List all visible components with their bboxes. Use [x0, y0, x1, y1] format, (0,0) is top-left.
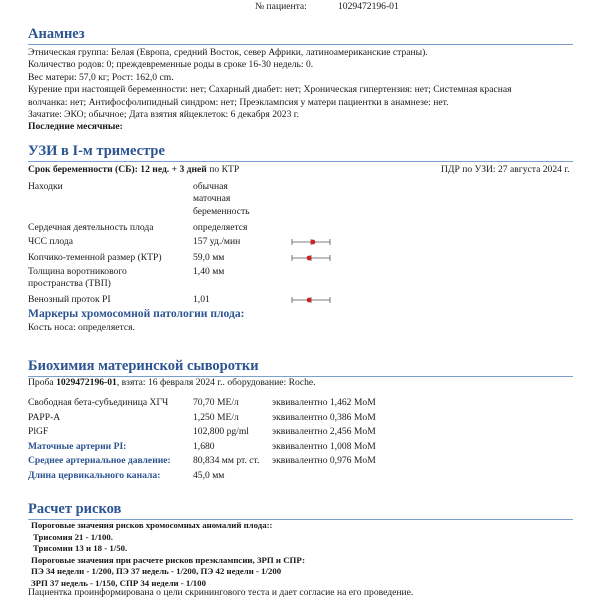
finding-value — [193, 266, 224, 278]
biochem-label: PAPP-A — [28, 411, 61, 423]
biochem-equivalent: эквивалентно 0,976 MoM — [272, 455, 376, 466]
biochem-equivalent: эквивалентно 1,008 MoM — [272, 440, 376, 452]
anamnesis-line: Количество родов: 0; преждевременные роды в сроке 16-30 недель: 0. — [28, 59, 314, 71]
finding-label-line: ЧСС плода — [28, 236, 74, 247]
risk-title: Расчет рисков — [28, 501, 122, 517]
finding-label-line: пространства (ТВП) — [28, 278, 111, 290]
risk-line: Трисомии 13 и 18 - 1/50. — [33, 543, 128, 554]
finding-label-line: Копчико-теменной размер (КТР) — [28, 252, 162, 263]
last-period-label: Последние месячные: — [28, 121, 123, 132]
markers-title: Маркеры хромосомной патологии плода: — [28, 307, 245, 320]
finding-label — [28, 266, 127, 291]
finding-label — [28, 236, 73, 248]
gestational-age-suffix: по КТР — [206, 164, 240, 175]
risk-line: ПЭ 34 недели - 1/200, ПЭ 37 недель - 1/200, ПЭ 42 недели - 1/200 — [31, 566, 282, 577]
finding-label — [28, 252, 162, 264]
biochem-label: Свободная бета-субъединица ХГЧ — [28, 397, 169, 408]
finding-value — [193, 236, 240, 248]
patient-number-label: № пациента: — [255, 1, 307, 12]
range-marker — [291, 295, 331, 305]
biochem-equivalent: эквивалентно 0,386 MoM — [272, 411, 376, 423]
finding-value-line: беременность — [193, 205, 250, 217]
biochem-title: Биохимия материнской сыворотки — [28, 358, 259, 374]
finding-label — [28, 181, 63, 193]
finding-value-line: 157 уд./мин — [193, 236, 241, 247]
finding-value — [193, 181, 250, 218]
finding-value-line: 1,01 — [193, 294, 210, 305]
finding-value — [193, 252, 224, 264]
finding-label-line: Находки — [28, 181, 63, 192]
biochem-value: 80,834 мм рт. ст. — [193, 455, 260, 466]
finding-label-line: Венозный проток PI — [28, 294, 111, 305]
patient-number: 1029472196-01 — [338, 1, 399, 12]
range-marker — [291, 253, 331, 263]
risk-line: Пороговые значения рисков хромосомных аномалий плода:: — [31, 520, 273, 530]
gestational-age — [28, 164, 239, 176]
anamnesis-line: Зачатие: ЭКО; обычное; Дата взятия яйцеклеток: 6 декабря 2023 г. — [28, 109, 300, 121]
biochem-label: PlGF — [28, 426, 49, 437]
ultrasound-title: УЗИ в I-м триместре — [28, 143, 165, 159]
anamnesis-line: волчанка: нет; Антифосфолипидный синдром: нет; Преэклампсия у матери пациентки в анамнезе: нет. — [28, 96, 449, 108]
finding-value — [193, 222, 247, 234]
biochem-equivalent: эквивалентно 1,462 MoM — [272, 397, 376, 408]
biochem-label: Длина цервикального канала: — [28, 469, 161, 481]
finding-value-line: 1,40 мм — [193, 266, 225, 277]
range-dot — [307, 256, 312, 261]
finding-value — [193, 294, 210, 306]
nasal-bone: Кость носа: определяется. — [28, 322, 135, 333]
biochem-value: 45,0 мм — [193, 469, 225, 481]
biochem-value: 1,250 МЕ/л — [193, 411, 239, 423]
biochem-equivalent: эквивалентно 2,456 MoM — [272, 426, 376, 437]
risk-line: Пороговые значения при расчете рисков преэклампсии, ЗРП и СПР: — [31, 554, 306, 565]
edd-by-ultrasound: ПДР по УЗИ: 27 августа 2024 г. — [441, 164, 570, 175]
anamnesis-text — [28, 47, 512, 121]
biochem-value: 70,70 МЕ/л — [193, 397, 239, 408]
finding-value-line: 59,0 мм — [193, 252, 225, 263]
anamnesis-line: Вес матери: 57,0 кг; Рост: 162,0 cm. — [28, 71, 174, 83]
range-dot — [307, 298, 312, 303]
biochem-value: 1,680 — [193, 440, 215, 452]
finding-label — [28, 294, 111, 306]
range-marker — [291, 237, 331, 247]
finding-label-line: Толщина воротникового — [28, 266, 127, 277]
range-dot — [311, 240, 316, 245]
gestational-age-value: Срок беременности (СБ): 12 нед. + 3 дней — [28, 164, 207, 175]
finding-label — [28, 222, 154, 234]
informed-consent: Пациентка проинформирована о цели скринингового теста и дает согласие на его проведение. — [28, 587, 414, 598]
biochem-label: Среднее артериальное давление: — [28, 455, 171, 466]
sample-id: 1029472196-01 — [56, 377, 117, 388]
anamnesis-rule — [28, 44, 573, 45]
biochem-value: 102,800 pg/ml — [193, 426, 249, 437]
anamnesis-title: Анамнез — [28, 26, 85, 42]
anamnesis-line: Курение при настоящей беременности: нет; Сахарный диабет: нет; Хроническая гипертензия: нет; Системная красная — [28, 84, 512, 96]
sample-prefix: Проба — [28, 377, 57, 388]
anamnesis-line: Этническая группа: Белая (Европа, средний Восток, север Африки, латиноамериканские страны). — [28, 47, 428, 58]
risk-line: Трисомия 21 - 1/100. — [33, 531, 114, 542]
finding-value-line: обычная — [193, 181, 228, 192]
risk-line: ЗРП 37 недель - 1/150, СПР 34 недели - 1/100 — [31, 577, 206, 588]
sample-details: , взята: 16 февраля 2024 г.. оборудование: Roche. — [116, 377, 316, 388]
sample-info — [28, 377, 316, 389]
finding-value-line: маточная — [193, 193, 231, 205]
ultrasound-rule — [28, 161, 573, 162]
biochem-label: Маточные артерии PI: — [28, 440, 127, 452]
finding-label-line: Сердечная деятельность плода — [28, 222, 154, 233]
finding-value-line: определяется — [193, 222, 248, 233]
risk-thresholds — [31, 520, 305, 590]
